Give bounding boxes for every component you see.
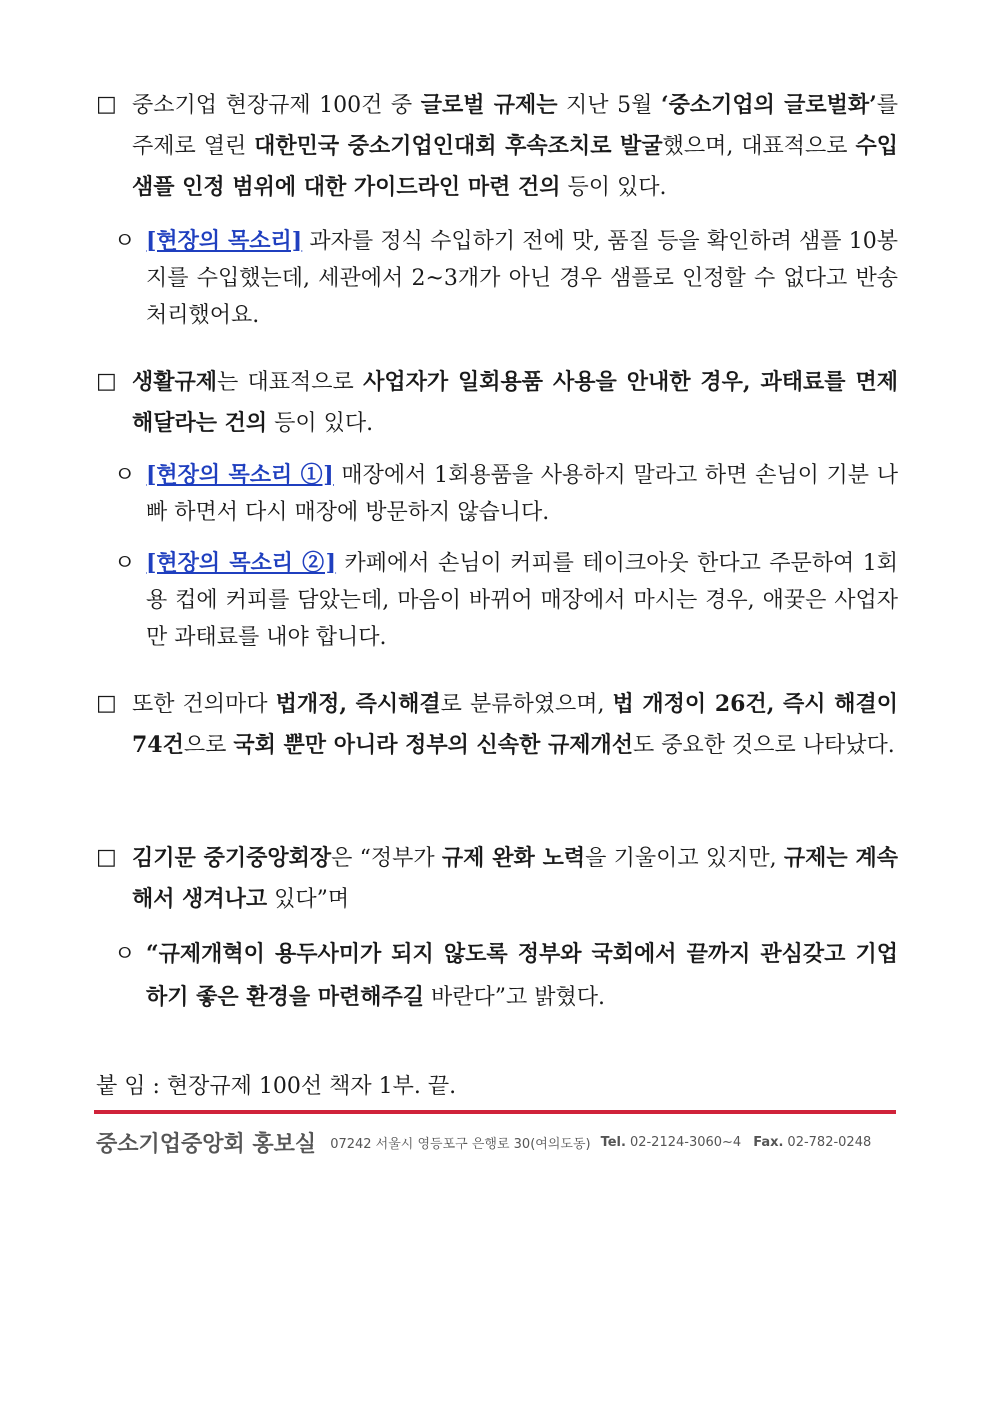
text-run: 등이 있다. <box>267 411 374 436</box>
text-run: 했으며, 대표적으로 <box>662 134 856 159</box>
footer-fax: 02-782-0248 <box>787 1134 872 1150</box>
bold-run: 법개정, 즉시해결 <box>275 691 441 717</box>
paragraph-classification <box>96 684 898 766</box>
voice-label: [현장의 목소리 ①] <box>146 462 334 488</box>
square-bullet: □ <box>96 369 117 394</box>
bold-run: 글로벌 규제는 <box>420 92 558 118</box>
text-run: 으로 <box>183 733 234 758</box>
bold-run: 법 개정이 26건, 즉시 해결이 74건 <box>132 691 898 758</box>
footer-tel: 02-2124-3060~4 <box>629 1134 742 1150</box>
square-bullet: □ <box>96 92 117 117</box>
footer-tel-label: Tel. <box>600 1134 626 1150</box>
bold-run: 국회 뿐만 아니라 정부의 신속한 규제개선 <box>233 732 633 758</box>
voice-text <box>146 223 898 334</box>
footer-org: 중소기업중앙회 홍보실 <box>96 1131 317 1157</box>
paragraph-text <box>132 362 898 444</box>
paragraph-global-regulation <box>96 85 898 208</box>
text-run: 바란다”고 밝혔다. <box>424 985 606 1010</box>
text-run: 는 대표적으로 <box>217 370 364 395</box>
text-run: 로 분류하였으며, <box>440 692 613 717</box>
voice-text <box>146 545 898 656</box>
circle-bullet: ㅇ <box>114 551 136 576</box>
circle-bullet: ㅇ <box>114 942 136 967</box>
paragraph-life-regulation <box>96 362 898 444</box>
field-voice-disposable-1 <box>114 457 898 531</box>
text-run: 를 주제로 열린 <box>132 93 899 159</box>
field-voice-disposable-2 <box>114 545 898 656</box>
square-bullet: □ <box>96 845 117 870</box>
bold-run: 규제는 계속해서 생겨나고 <box>132 845 898 912</box>
chairman-quote <box>114 933 898 1019</box>
paragraph-text <box>132 838 898 920</box>
circle-bullet: ㅇ <box>114 229 136 254</box>
text-run: 또한 건의마다 <box>132 692 276 717</box>
bold-run: 대한민국 중소기업인대회 후속조치로 발굴 <box>254 133 663 159</box>
quote-text <box>146 933 898 1019</box>
bold-run: “규제개혁이 용두사미가 되지 않도록 정부와 국회에서 끝까지 관심갖고 기업 하기 좋은 환경을 마련해주길 <box>146 941 898 1010</box>
voice-label: [현장의 목소리] <box>146 228 303 254</box>
text-run: 있다”며 <box>267 887 350 912</box>
text-run: 도 중요한 것으로 나타났다. <box>632 733 895 758</box>
bold-run: 김기문 중기중앙회장 <box>132 845 332 871</box>
paragraph-chairman-remark <box>96 838 898 920</box>
voice-text <box>146 457 898 531</box>
voice-label: [현장의 목소리 ②] <box>146 550 337 576</box>
square-bullet: □ <box>96 691 117 716</box>
field-voice-import-sample <box>114 223 898 334</box>
text-run: 카페에서 손님이 커피를 테이크아웃 한다고 주문하여 1회용 컵에 커피를 담았는데, 마음이 바뀌어 매장에서 마시는 경우, 애꿎은 사업자만 과태료를 내야 합니다. <box>146 551 898 650</box>
footer-address: 07242 서울시 영등포구 은행로 30(여의도동) <box>330 1136 591 1152</box>
bold-run: 수입 샘플 인정 범위에 대한 가이드라인 마련 건의 <box>132 133 899 200</box>
text-run: 을 기울이고 있지만, <box>585 846 784 871</box>
text-run: 매장에서 1회용품을 사용하지 말라고 하면 손님이 기분 나빠 하면서 다시 매장에 방문하지 않습니다. <box>146 463 898 525</box>
bold-run: ‘중소기업의 글로벌화’ <box>660 92 877 118</box>
bold-run: 사업자가 일회용품 사용을 안내한 경우, 과태료를 면제해달라는 건의 <box>132 369 898 436</box>
footer <box>96 1124 883 1160</box>
text-run: 등이 있다. <box>560 175 667 200</box>
paragraph-text <box>132 684 898 766</box>
text-run: 과자를 정식 수입하기 전에 맛, 품질 등을 확인하려 샘플 10봉지를 수입했는데, 세관에서 2~3개가 아닌 경우 샘플로 인정할 수 없다고 반송 처리했어요. <box>146 229 898 328</box>
text-run: 지난 5월 <box>557 93 661 118</box>
circle-bullet: ㅇ <box>114 463 136 488</box>
footer-fax-label: Fax. <box>753 1134 784 1150</box>
bold-run: 규제 완화 노력 <box>441 845 586 871</box>
text-run: 은 “정부가 <box>331 846 442 871</box>
text-run: 중소기업 현장규제 100건 중 <box>132 93 421 118</box>
attachment-note: 붙 임 : 현장규제 100선 책자 1부. 끝. <box>96 1074 457 1099</box>
footer-divider <box>94 1110 896 1114</box>
paragraph-text <box>132 85 898 208</box>
bold-run: 생활규제 <box>132 369 218 395</box>
